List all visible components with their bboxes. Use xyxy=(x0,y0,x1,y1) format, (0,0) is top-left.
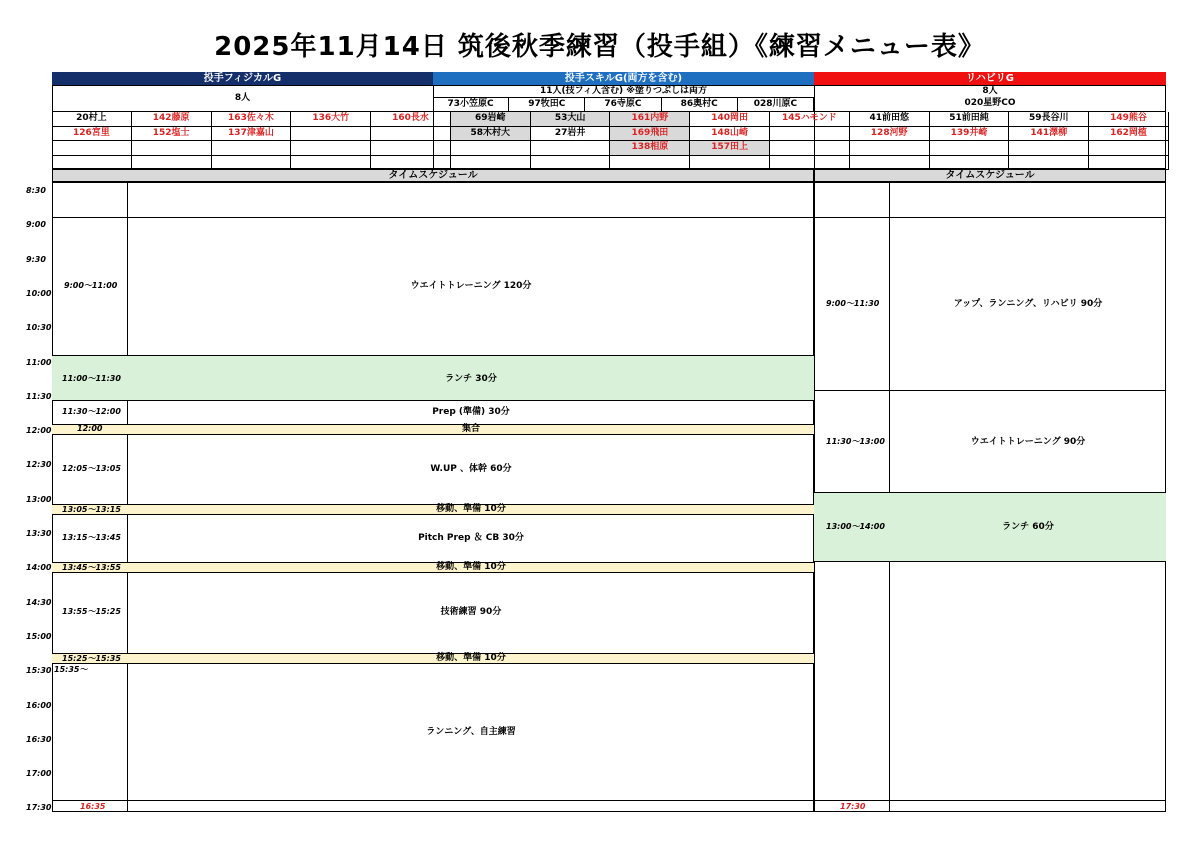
roster-cell xyxy=(1089,156,1169,171)
roster-cell xyxy=(371,141,451,156)
block-label: W.UP 、体幹 60分 xyxy=(430,464,512,474)
technique-block xyxy=(52,573,814,653)
block-label: 移動、準備 10分 xyxy=(436,562,506,572)
left-end-time: 16:35 xyxy=(80,802,106,811)
block-time: 13:45～13:55 xyxy=(62,563,121,572)
roster-cell xyxy=(451,141,531,156)
time-label: 10:00 xyxy=(26,288,52,298)
block-label: 移動、準備 10分 xyxy=(436,504,506,514)
roster-cell xyxy=(451,156,531,171)
roster-cell: 128河野 xyxy=(850,127,930,142)
divider xyxy=(814,800,1166,801)
roster-cell xyxy=(371,156,451,171)
roster-cell xyxy=(930,156,1010,171)
block-time: 15:25～15:35 xyxy=(62,654,121,663)
skill-coach: 028川原C xyxy=(738,98,814,111)
roster-cell: 163佐々木 xyxy=(212,112,292,127)
roster-cell: 149熊谷 xyxy=(1089,112,1169,127)
move-block xyxy=(52,562,814,573)
warmup-block xyxy=(52,435,814,504)
roster-cell xyxy=(770,127,850,142)
pitch-prep-block xyxy=(52,515,814,562)
roster-cell: 152塩士 xyxy=(132,127,212,142)
roster-cell xyxy=(291,127,371,142)
roster-cell: 137津嘉山 xyxy=(212,127,292,142)
block-time: 15:35～ xyxy=(54,665,88,674)
block-label: 移動、準備 10分 xyxy=(436,653,506,663)
roster-grid xyxy=(52,111,1166,169)
roster-cell: 20村上 xyxy=(52,112,132,127)
roster-cell: 145ハモンド xyxy=(770,112,850,127)
roster-cell: 136大竹 xyxy=(291,112,371,127)
block-label: Prep (準備) 30分 xyxy=(432,407,510,417)
time-label: 10:30 xyxy=(26,323,52,333)
move-block xyxy=(52,653,814,664)
roster-cell: 162岡植 xyxy=(1089,127,1169,142)
roster-cell: 51前田純 xyxy=(930,112,1010,127)
roster-cell: 157田上 xyxy=(690,141,770,156)
right-end-time: 17:30 xyxy=(840,802,866,811)
move-block xyxy=(52,504,814,515)
roster-cell xyxy=(52,141,132,156)
roster-cell: 139井崎 xyxy=(930,127,1010,142)
roster-cell xyxy=(850,141,930,156)
roster-cell: 160長水 xyxy=(371,112,451,127)
roster-cell: 138相原 xyxy=(610,141,690,156)
skill-coach: 86奥村C xyxy=(662,98,738,111)
time-label: 17:30 xyxy=(26,803,52,813)
roster-cell xyxy=(212,156,292,171)
block-time: 11:30～13:00 xyxy=(826,437,885,446)
block-time: 11:00～11:30 xyxy=(62,374,121,383)
time-label: 17:00 xyxy=(26,769,52,779)
time-label: 14:00 xyxy=(26,563,52,573)
roster-cell: 140岡田 xyxy=(690,112,770,127)
running-block xyxy=(52,664,814,800)
block-label: 集合 xyxy=(461,424,480,434)
roster-cell xyxy=(770,141,850,156)
page-title: 2025年11月14日 筑後秋季練習（投手組）《練習メニュー表》 xyxy=(214,32,985,62)
roster-cell xyxy=(1089,141,1169,156)
weight-training-block xyxy=(52,218,814,355)
roster-cell xyxy=(132,141,212,156)
rehab-coach: 020星野CO xyxy=(964,98,1016,108)
time-label: 8:30 xyxy=(26,186,46,195)
skill-group-header: 投手スキルG(両方を含む) xyxy=(433,72,814,85)
roster-cell xyxy=(212,141,292,156)
time-label: 9:30 xyxy=(26,254,46,264)
roster-cell: 41前田悠 xyxy=(850,112,930,127)
weight-training-block xyxy=(814,390,1166,493)
roster-cell: 59長谷川 xyxy=(1009,112,1089,127)
roster-cell: 126宮里 xyxy=(52,127,132,142)
roster-cell xyxy=(132,156,212,171)
assembly-block xyxy=(52,424,814,435)
roster-cell: 142藤原 xyxy=(132,112,212,127)
roster-cell xyxy=(291,141,371,156)
skill-coach-row xyxy=(433,97,814,110)
roster-cell xyxy=(531,141,611,156)
block-label: ウエイトトレーニング 120分 xyxy=(410,281,532,291)
skill-coach: 76寺原C xyxy=(585,98,661,111)
roster-cell xyxy=(850,156,930,171)
roster-cell: 161内野 xyxy=(610,112,690,127)
time-label: 12:30 xyxy=(26,460,52,470)
roster-cell: 27岩井 xyxy=(531,127,611,142)
block-time: 13:05～13:15 xyxy=(62,505,121,514)
time-label: 13:00 xyxy=(26,494,52,504)
block-label: アップ、ランニング、リハビリ 90分 xyxy=(953,299,1103,309)
rehab-count: 8人 xyxy=(982,86,998,96)
rehab-block xyxy=(814,218,1166,390)
block-label: ランチ 30分 xyxy=(445,374,497,384)
time-label: 11:30 xyxy=(26,391,52,401)
roster-cell xyxy=(930,141,1010,156)
block-label: ウエイトトレーニング 90分 xyxy=(970,437,1086,447)
time-label: 13:30 xyxy=(26,529,52,538)
skill-count: 11人(技フィ人含む) ※塗りつぶしは両方 xyxy=(540,86,707,96)
roster-cell xyxy=(1009,156,1089,171)
block-time: 9:00～11:00 xyxy=(64,281,118,290)
time-label: 15:00 xyxy=(26,631,52,641)
roster-cell xyxy=(1009,141,1089,156)
roster-cell: 148山崎 xyxy=(690,127,770,142)
physical-group-header: 投手フィジカルG xyxy=(52,72,433,85)
block-time: 9:00～11:30 xyxy=(826,299,880,308)
block-time: 13:55～15:25 xyxy=(62,607,121,616)
roster-cell: 169飛田 xyxy=(610,127,690,142)
time-label: 16:00 xyxy=(26,700,52,710)
roster-cell xyxy=(610,156,690,171)
block-time: 12:05～13:05 xyxy=(62,464,121,473)
skill-coach: 73小笠原C xyxy=(433,98,509,111)
roster-cell: 141澤柳 xyxy=(1009,127,1089,142)
time-label: 14:30 xyxy=(26,597,52,607)
prep-block xyxy=(52,401,814,424)
roster-cell: 69岩崎 xyxy=(451,112,531,127)
block-label: ランニング、自主練習 xyxy=(426,727,516,737)
time-label: 9:00 xyxy=(26,220,46,230)
physical-count: 8人 xyxy=(234,93,251,103)
time-label: 16:30 xyxy=(26,734,52,744)
roster-cell: 53大山 xyxy=(531,112,611,127)
roster-cell xyxy=(770,156,850,171)
right-schedule-header: タイムスケジュール xyxy=(814,169,1166,182)
roster-cell xyxy=(52,156,132,171)
roster-cell xyxy=(690,156,770,171)
time-label: 15:30 xyxy=(26,666,52,676)
block-time: 13:00～14:00 xyxy=(826,522,885,531)
roster-cell xyxy=(531,156,611,171)
time-label: 11:00 xyxy=(26,357,52,367)
block-label: ランチ 60分 xyxy=(1002,522,1054,532)
left-schedule-header: タイムスケジュール xyxy=(52,169,814,182)
block-time: 11:30～12:00 xyxy=(62,407,121,416)
skill-coach: 97牧田C xyxy=(509,98,585,111)
roster-cell xyxy=(371,127,451,142)
rehab-group-header: リハビリG xyxy=(814,72,1166,85)
divider xyxy=(52,800,814,801)
roster-cell: 58木村大 xyxy=(451,127,531,142)
lunch-block xyxy=(52,355,814,401)
block-time: 13:15～13:45 xyxy=(62,533,121,542)
time-label: 12:00 xyxy=(26,426,52,436)
block-label: Pitch Prep ＆ CB 30分 xyxy=(418,533,524,543)
lunch-block xyxy=(814,493,1166,562)
roster-cell xyxy=(291,156,371,171)
block-label: 技術練習 90分 xyxy=(440,607,502,617)
block-time: 12:00 xyxy=(77,424,103,433)
